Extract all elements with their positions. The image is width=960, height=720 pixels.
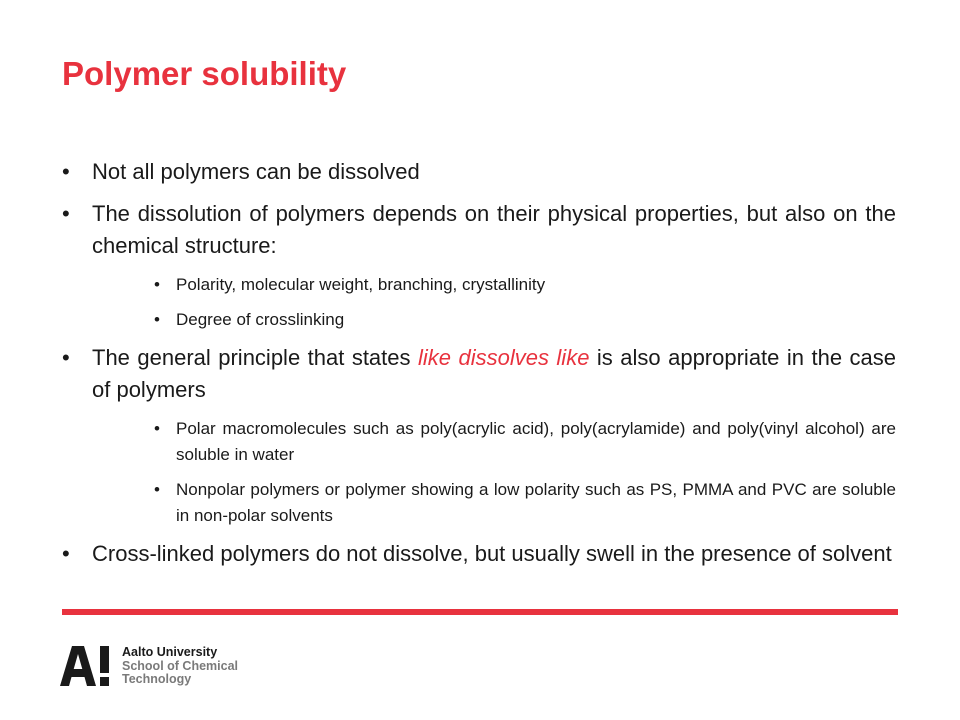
footer-divider xyxy=(62,609,898,615)
bullet-marker: • xyxy=(62,345,70,370)
sub-bullet-text: Degree of crosslinking xyxy=(176,310,345,329)
bullet-item xyxy=(62,342,896,406)
sub-bullet-text: Nonpolar polymers or polymer showing a low polarity such as PS, PMMA and PVC are soluble in non-polar solvents xyxy=(176,480,896,525)
bullet-text: Not all polymers can be dissolved xyxy=(92,159,420,184)
sub-bullet-marker: • xyxy=(154,419,160,438)
bullet-text: Cross-linked polymers do not dissolve, but usually swell in the presence of solvent xyxy=(92,541,892,566)
sub-bullet-item xyxy=(62,307,896,333)
bullet-item xyxy=(62,538,896,570)
emphasis-text: like dissolves like xyxy=(417,345,590,370)
sub-bullet-item xyxy=(62,416,896,468)
bullet-item xyxy=(62,156,896,188)
bullet-text-after: is also appropriate in the case of polymers xyxy=(92,345,896,402)
sub-bullet-text: Polarity, molecular weight, branching, crystallinity xyxy=(176,275,546,294)
sub-bullet-item xyxy=(62,272,896,298)
bullet-item xyxy=(62,198,896,262)
logo-line-university: Aalto University xyxy=(122,645,218,659)
bullet-text-before: The general principle that states xyxy=(92,345,418,370)
slide-title: Polymer solubility xyxy=(62,55,347,92)
logo-line-school: School of Chemical xyxy=(122,658,238,673)
bullet-marker: • xyxy=(62,159,70,184)
sub-bullet-item xyxy=(62,477,896,529)
bullet-marker: • xyxy=(62,201,70,226)
bullet-marker: • xyxy=(62,541,70,566)
logo-text xyxy=(122,646,238,687)
sub-bullet-marker: • xyxy=(154,275,160,294)
sub-bullet-text: Polar macromolecules such as poly(acrylic acid), poly(acrylamide) and poly(vinyl alcohol) are soluble in water xyxy=(176,419,896,464)
bullet-text: The dissolution of polymers depends on their physical properties, but also on the chemical structure: xyxy=(92,201,896,258)
aalto-logo-mark xyxy=(60,646,110,686)
logo-line-technology: Technology xyxy=(122,672,192,686)
sub-bullet-marker: • xyxy=(154,310,160,329)
sub-bullet-marker: • xyxy=(154,480,160,499)
bullet-list xyxy=(62,156,896,580)
